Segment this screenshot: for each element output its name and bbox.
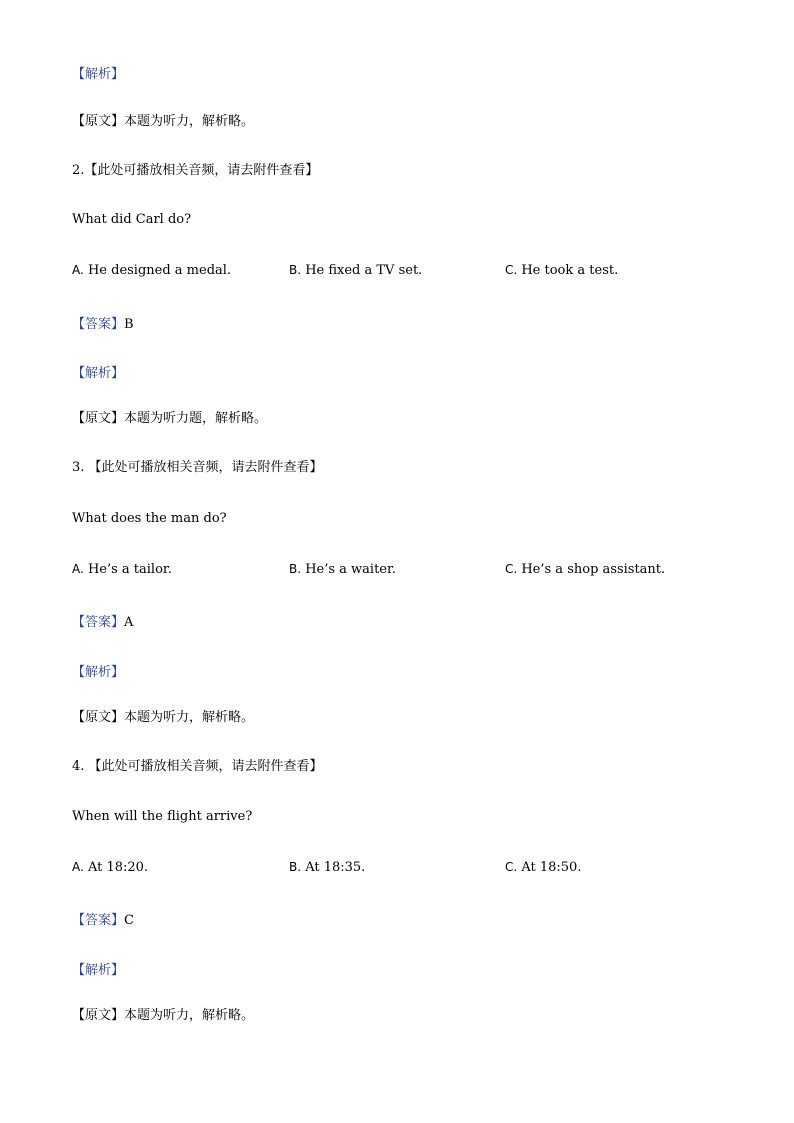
question-text: What did Carl do?	[72, 212, 192, 227]
option-letter: C.	[505, 263, 518, 277]
answer-line	[72, 317, 134, 333]
option-text: He’s a shop assistant.	[521, 562, 666, 577]
question-heading	[72, 759, 323, 775]
question-heading	[72, 163, 318, 179]
audio-note: 【此处可播放相关音频，请去附件查看】	[88, 460, 323, 475]
audio-note: 【此处可播放相关音频，请去附件查看】	[84, 163, 319, 178]
analysis-label: 【解析】	[72, 665, 125, 680]
option-b	[289, 561, 396, 578]
option-a	[72, 859, 148, 876]
audio-note: 【此处可播放相关音频，请去附件查看】	[88, 759, 323, 774]
analysis-label: 【解析】	[72, 67, 125, 82]
option-text: At 18:35.	[305, 860, 366, 875]
option-letter: B.	[289, 860, 302, 874]
option-c	[505, 262, 618, 279]
option-text: He designed a medal.	[87, 263, 232, 278]
option-letter: C.	[505, 562, 518, 576]
option-letter: A.	[72, 562, 84, 576]
option-letter: A.	[72, 263, 84, 277]
original-text: 【原文】本题为听力题，解析略。	[72, 411, 268, 426]
answer-line	[72, 615, 133, 631]
option-c	[505, 561, 665, 578]
option-text: He took a test.	[521, 263, 619, 278]
answer-label: 【答案】	[72, 615, 125, 630]
answer-value: C	[124, 913, 134, 928]
option-text: At 18:50.	[521, 860, 582, 875]
option-c	[505, 859, 581, 876]
option-a	[72, 262, 231, 279]
analysis-label: 【解析】	[72, 366, 125, 381]
option-letter: B.	[289, 263, 302, 277]
analysis-label: 【解析】	[72, 963, 125, 978]
answer-label: 【答案】	[72, 317, 125, 332]
option-letter: C.	[505, 860, 518, 874]
original-text: 【原文】本题为听力，解析略。	[72, 1008, 255, 1023]
question-text: When will the flight arrive?	[72, 809, 253, 824]
original-text: 【原文】本题为听力，解析略。	[72, 114, 255, 129]
question-text: What does the man do?	[72, 511, 227, 526]
option-b	[289, 859, 365, 876]
question-number: 4.	[72, 759, 85, 774]
option-text: He’s a tailor.	[87, 562, 172, 577]
option-letter: B.	[289, 562, 302, 576]
option-text: He fixed a TV set.	[305, 263, 423, 278]
option-b	[289, 262, 422, 279]
original-text: 【原文】本题为听力，解析略。	[72, 710, 255, 725]
option-a	[72, 561, 172, 578]
option-text: He’s a waiter.	[305, 562, 396, 577]
question-number: 2.	[72, 163, 85, 178]
question-heading	[72, 460, 323, 476]
answer-value: A	[124, 615, 134, 630]
option-letter: A.	[72, 860, 84, 874]
question-number: 3.	[72, 460, 85, 475]
option-text: At 18:20.	[87, 860, 149, 875]
answer-value: B	[124, 317, 134, 332]
answer-label: 【答案】	[72, 913, 125, 928]
answer-line	[72, 913, 134, 929]
